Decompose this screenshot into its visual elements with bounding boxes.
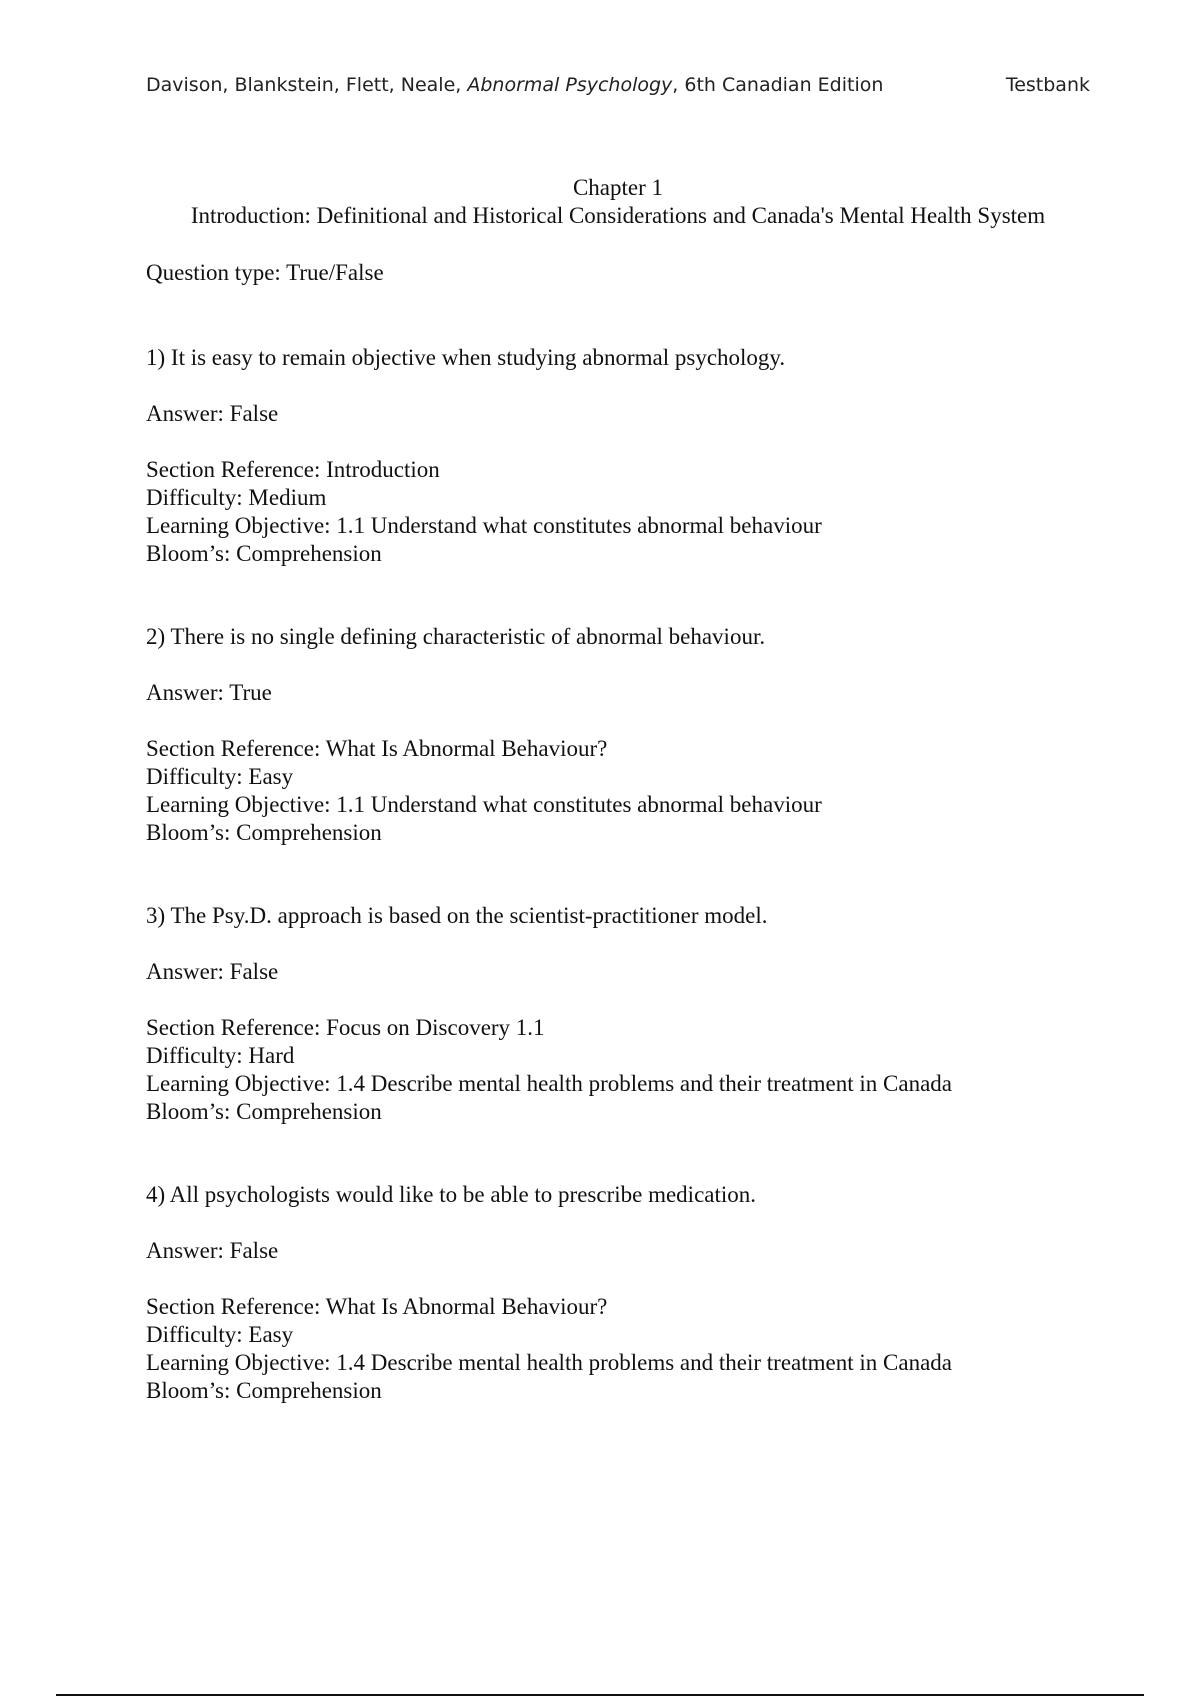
header-edition: , 6th Canadian Edition <box>672 74 884 96</box>
learning-objective: Learning Objective: 1.4 Describe mental health problems and their treatment in Canada <box>146 1071 952 1096</box>
blooms-level: Bloom’s: Comprehension <box>146 1378 382 1403</box>
header-testbank-label: Testbank <box>1005 74 1090 96</box>
learning-objective: Learning Objective: 1.4 Describe mental health problems and their treatment in Canada <box>146 1350 952 1375</box>
question-answer: Answer: False <box>146 1238 279 1263</box>
section-reference: Section Reference: What Is Abnormal Behaviour? <box>146 736 608 761</box>
learning-objective: Learning Objective: 1.1 Understand what constitutes abnormal behaviour <box>146 513 822 538</box>
question-text: 2) There is no single defining characteristic of abnormal behaviour. <box>146 624 766 649</box>
learning-objective: Learning Objective: 1.1 Understand what constitutes abnormal behaviour <box>146 792 822 817</box>
question-answer: Answer: False <box>146 959 279 984</box>
blooms-level: Bloom’s: Comprehension <box>146 820 382 845</box>
question-text: 4) All psychologists would like to be able to prescribe medication. <box>146 1182 757 1207</box>
question-item <box>146 623 1106 847</box>
section-reference: Section Reference: Focus on Discovery 1.1 <box>146 1015 545 1040</box>
question-meta <box>146 1293 1106 1405</box>
question-item <box>146 902 1106 1126</box>
blooms-level: Bloom’s: Comprehension <box>146 1099 382 1124</box>
header-citation <box>146 74 883 96</box>
question-type: Question type: True/False <box>146 260 384 285</box>
chapter-number: Chapter 1 <box>572 175 664 200</box>
difficulty: Difficulty: Easy <box>146 1322 294 1347</box>
chapter-title: Introduction: Definitional and Historical Considerations and Canada's Mental Health System <box>190 203 1046 228</box>
question-answer: Answer: False <box>146 401 279 426</box>
header-book-title: Abnormal Psychology <box>467 74 673 96</box>
difficulty: Difficulty: Easy <box>146 764 294 789</box>
question-text: 3) The Psy.D. approach is based on the scientist-practitioner model. <box>146 903 768 928</box>
question-meta <box>146 1014 1106 1126</box>
chapter-heading <box>146 174 1090 230</box>
blooms-level: Bloom’s: Comprehension <box>146 541 382 566</box>
question-item <box>146 1181 1106 1405</box>
section-reference: Section Reference: What Is Abnormal Behaviour? <box>146 1294 608 1319</box>
question-answer: Answer: True <box>146 680 272 705</box>
header-authors: Davison, Blankstein, Flett, Neale, <box>146 74 468 96</box>
footer-divider <box>56 1694 1144 1696</box>
difficulty: Difficulty: Hard <box>146 1043 295 1068</box>
section-reference: Section Reference: Introduction <box>146 457 440 482</box>
question-item <box>146 344 1106 568</box>
question-meta <box>146 735 1106 847</box>
difficulty: Difficulty: Medium <box>146 485 327 510</box>
question-meta <box>146 456 1106 568</box>
question-text: 1) It is easy to remain objective when studying abnormal psychology. <box>146 345 786 370</box>
running-header <box>146 74 1090 104</box>
